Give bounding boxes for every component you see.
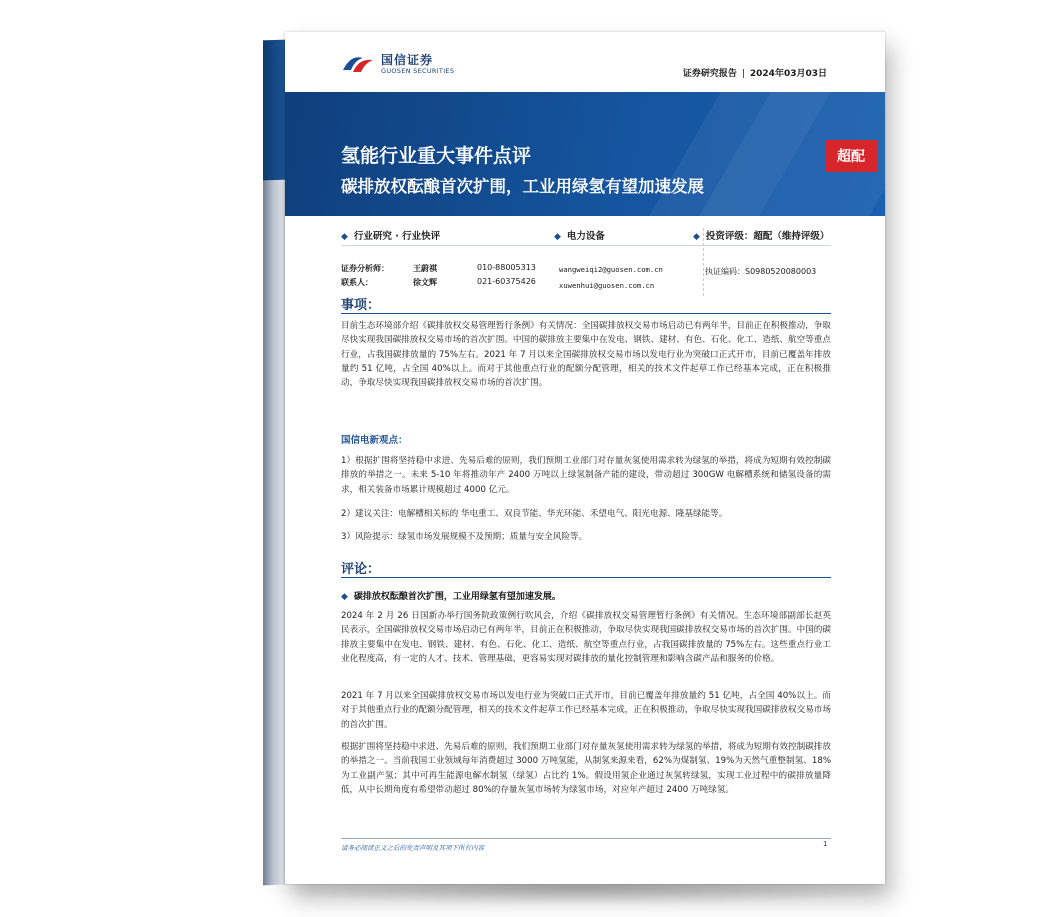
category <box>341 228 440 242</box>
rating <box>693 228 829 242</box>
contact-phone: 021-60375426 <box>477 277 536 286</box>
report-header <box>285 32 885 92</box>
footer-disclaimer: 请务必阅读正文之后的免责声明及其项下所有内容 <box>341 844 484 852</box>
logo-text-en: GUOSEN SECURITIES <box>381 67 455 75</box>
comment-title: 评论： <box>341 562 381 577</box>
guosen-logo-icon <box>341 50 375 76</box>
diamond-icon: ◆ <box>693 232 700 242</box>
diamond-icon: ◆ <box>341 232 348 242</box>
section-divider <box>341 313 831 314</box>
diamond-icon: ◆ <box>554 232 561 242</box>
events-paragraph: 目前生态环境部介绍《碳排放权交易管理暂行条例》有关情况：全国碳排放权交易市场启动已有两年半，目前正在积极推动，争取尽快实现我国碳排放权交易市场的首次扩围。中国的碳排放主要集中在发电、钢铁、建材、有色、石化、化工、造纸、航空等重点行业，占我国碳排放量的 75%左右。2021 年 7 月以来全国碳排放权交易市场以发电行业为突破口正式开市，目前已覆盖年排放量约 51 亿吨，占全国 40%以上。而对于其他重点行业的配额分配管理，相关的技术文件起草工作已经基本完成，正在积极推动，争取尽快实现我国碳排放权交易市场的首次扩围。 <box>341 321 831 389</box>
info-vertical-divider <box>703 228 704 296</box>
report-page <box>285 32 885 884</box>
analyst-label-text: 证券分析师： <box>341 264 389 273</box>
analyst-name <box>413 263 437 274</box>
report-meta <box>683 66 827 79</box>
report-title: 氢能行业重大事件点评 <box>341 145 532 167</box>
category-label: 行业研究 · 行业快评 <box>353 231 441 242</box>
analyst-label <box>341 263 389 274</box>
events-title: 事项： <box>341 298 381 313</box>
analyst-email[interactable]: wangweiqi2@guosen.com.cn <box>559 265 663 274</box>
info-divider <box>341 245 831 246</box>
analyst-name-text: 王蔚祺 <box>413 264 437 273</box>
logo-text-cn: 国信证券 <box>381 53 434 67</box>
comment-bullet-text: 碳排放权酝酿首次扩围，工业用绿氢有望加速发展。 <box>353 592 561 602</box>
report-type: 证券研究报告 <box>682 69 737 79</box>
rating-badge: 超配 <box>825 140 877 172</box>
contact-name <box>413 277 437 288</box>
contact-label-text: 联系人： <box>341 278 373 287</box>
cert-number: 执证编码：S0980520080003 <box>705 267 817 276</box>
comment-paragraph-1: 2024 年 2 月 26 日国新办举行国务院政策例行吹风会，介绍《碳排放权交易管理暂行条例》有关情况。生态环境部副部长赵英民表示，全国碳排放权交易市场启动已有两年半，目前正在积极推动，争取尽快实现我国碳排放权交易市场的首次扩围。中国的碳排放主要集中在发电、钢铁、建材、有色、石化、化工、造纸、航空等重点行业，占我国碳排放量的 75%左右。这些重点行业工业化程度高，有一定的人才、技术、管理基础，更容易实现对碳排放的量化控制管理和影响含碳产品和服务的价格。 <box>341 611 831 664</box>
diamond-icon: ◆ <box>341 592 348 602</box>
contact-name-text: 徐文辉 <box>413 278 437 287</box>
contact-label <box>341 277 373 288</box>
view-3: 3）风险提示：绿氢市场发展规模不及预期；质量与安全风险等。 <box>341 532 588 542</box>
comment-paragraph-3: 根据扩围将坚持稳中求进、先易后难的原则，我们预期工业部门对存量灰氢使用需求转为绿氢的举措，将成为短期有效控制碳排放的举措之一。当前我国工业领域每年消费超过 3000 万吨氢能，从制氢来源来看，62%为煤制氢、19%为天然气重整制氢、18%为工业副产氢；其中可再生能源电解水制氢（绿氢）占比约 1%。假设用氢企业通过灰氢转绿氢，实现工业过程中的碳排放量降低，从中长期角度有希望带动超过 80%的存量灰氢市场转为绿氢市场，对应年产超过 2400 万吨绿氢。 <box>341 742 831 795</box>
comment-paragraph-2: 2021 年 7 月以来全国碳排放权交易市场以发电行业为突破口正式开市，目前已覆盖年排放量约 51 亿吨，占全国 40%以上。而对于其他重点行业的配额分配管理，相关的技术文件起草工作已经基本完成，正在积极推动，争取尽快实现我国碳排放权交易市场的首次扩围。 <box>341 691 831 730</box>
views-title: 国信电新观点： <box>341 435 408 446</box>
view-1: 1）根据扩围将坚持稳中求进、先易后难的原则，我们预期工业部门对存量灰氢使用需求转为绿氢的举措，将成为短期有效控制碳排放的举措之一。未来 5-10 年将推动年产 2400 万吨以上绿氢制备产能的建设，带动超过 300GW 电解槽系统和储氢设备的需求，相关装备市场累计规模超过 4000 亿元。 <box>341 456 831 495</box>
analyst-phone: 010-88005313 <box>477 263 536 272</box>
contact-email[interactable]: xuwenhui@guosen.com.cn <box>559 281 655 290</box>
sector <box>554 228 605 242</box>
sector-label: 电力设备 <box>566 231 605 242</box>
footer-divider <box>341 838 831 839</box>
page-number: 1 <box>823 840 828 848</box>
book-spine-top <box>263 40 287 181</box>
rating-label: 投资评级：超配（维持评级） <box>705 231 830 242</box>
title-banner <box>285 92 885 216</box>
meta-separator: | <box>741 69 745 79</box>
report-subtitle: 碳排放权酝酿首次扩围，工业用绿氢有望加速发展 <box>341 177 704 196</box>
report-date: 2024年03月03日 <box>749 69 827 79</box>
view-2: 2）建议关注：电解槽相关标的 华电重工、双良节能、华光环能、禾望电气、阳光电源、隆基绿能等。 <box>341 509 728 519</box>
section-divider <box>341 577 831 578</box>
comment-bullet <box>341 589 561 602</box>
